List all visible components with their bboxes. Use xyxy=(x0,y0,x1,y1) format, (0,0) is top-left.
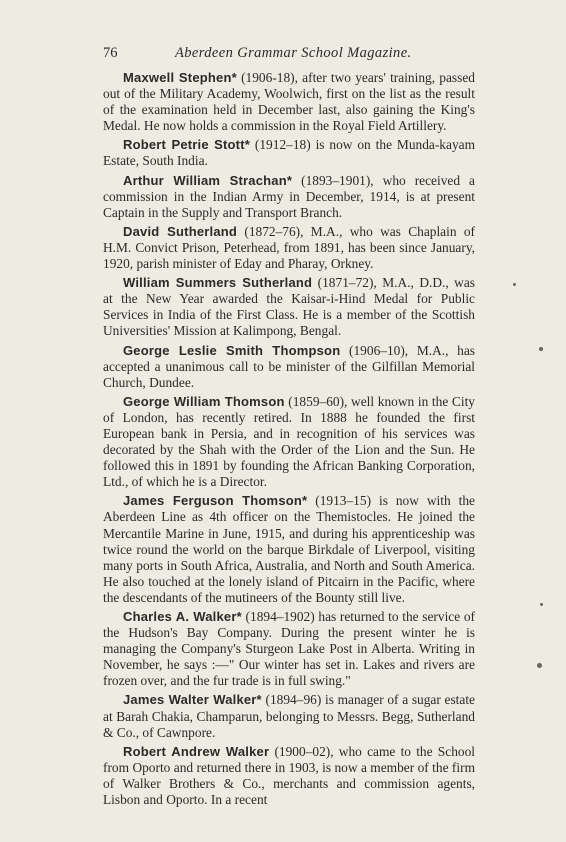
article-body xyxy=(103,70,475,811)
entry-name: George Leslie Smith Thompson xyxy=(123,342,341,358)
entry-text: (1859–60), well known in the City of London, has recently retired. In 1888 he founded the first European bank in Persia, and in recognition of his services was decorated by the Shah with the Order of the Lion and the Sun. He followed this in 1891 by founding the African Banking Corporation, Ltd., of which he is a Director. xyxy=(103,393,475,490)
entry-text: (1894–96) is manager of a sugar estate at Barah Chakia, Champarun, belonging to Messrs. Begg, Sutherland & Co., of Cawnpore. xyxy=(103,692,475,740)
entry-name: James Ferguson Thomson* xyxy=(123,493,308,509)
entry-text: (1906-18), after two years' training, passed out of the Military Academy, Woolwich, first on the list as the result of the examination held in December last, also gaining the King's Medal. He now holds a commission in the Royal Field Artillery. xyxy=(103,70,475,134)
print-speck xyxy=(540,603,543,606)
entry-paragraph xyxy=(103,343,475,391)
entry-name: Charles A. Walker* xyxy=(123,609,242,624)
entry-name: David Sutherland xyxy=(123,223,238,239)
entry-paragraph xyxy=(103,692,475,740)
entry-paragraph xyxy=(103,224,475,272)
entry-paragraph xyxy=(103,275,475,339)
entry-text: (1900–02), who came to the School from Oporto and returned there in 1903, is now a member of the firm of Walker Brothers & Co., merchants and commission agents, Lisbon and Oporto. In a recent xyxy=(103,743,476,808)
running-title: Aberdeen Grammar School Magazine. xyxy=(175,45,412,61)
entry-paragraph xyxy=(103,137,475,169)
entry-paragraph xyxy=(103,70,475,134)
entry-text: (1912–18) is now on the Munda-kayam Estate, South India. xyxy=(103,137,475,169)
entry-name: Arthur William Strachan* xyxy=(123,172,293,188)
entry-paragraph xyxy=(103,493,475,606)
entry-paragraph xyxy=(103,744,475,808)
entry-paragraph xyxy=(103,609,475,689)
entry-name: Maxwell Stephen* xyxy=(123,70,237,85)
entry-text: (1872–76), M.A., who was Chaplain of H.M. Convict Prison, Peterhead, from 1891, has been since January, 1920, parish minister of Eday and Pharay, Orkney. xyxy=(103,223,475,272)
print-speck xyxy=(539,347,543,351)
entry-text: (1871–72), M.A., D.D., was at the New Year awarded the Kaisar-i-Hind Medal for Public Services in India of the First Class. He is a member of the Scottish Universities' Mission at Kalimpong, Bengal. xyxy=(103,275,475,339)
entry-name: Robert Petrie Stott* xyxy=(123,137,250,153)
entry-name: George William Thomson xyxy=(123,393,285,409)
entry-paragraph xyxy=(103,394,475,491)
entry-name: William Summers Sutherland xyxy=(123,275,313,291)
print-speck xyxy=(537,663,542,668)
print-speck xyxy=(513,283,516,286)
page-number: 76 xyxy=(103,45,118,61)
entry-paragraph xyxy=(103,173,475,221)
entry-text: (1894–1902) has returned to the service of the Hudson's Bay Company. During the present winter he is managing the Company's Sturgeon Lake Post in Alberta. Writing in November, he says :—" Our winter has set in. Lakes and rivers are frozen over, and the fur trade is in full swing." xyxy=(103,609,475,689)
entry-name: Robert Andrew Walker xyxy=(123,743,270,759)
entry-name: James Walter Walker* xyxy=(123,692,262,708)
entry-text: (1913–15) is now with the Aberdeen Line as 4th officer on the Themistocles. He joined the Mercantile Marine in June, 1915, and during his apprenticeship was twice round the world on the barque Birkdale of Liverpool, visiting many ports in South Africa, Australia, and North and South America. He also touched at the lonely island of Pitcairn in the Pacific, where the descendants of the mutineers of the Bounty still live. xyxy=(103,493,475,605)
entry-text: (1893–1901), who received a commission in the Indian Army in December, 1914, is at present Captain in the Supply and Transport Branch. xyxy=(103,172,475,220)
entry-text: (1906–10), M.A., has accepted a unanimous call to be minister of the Gilfillan Memorial Church, Dundee. xyxy=(103,342,475,390)
